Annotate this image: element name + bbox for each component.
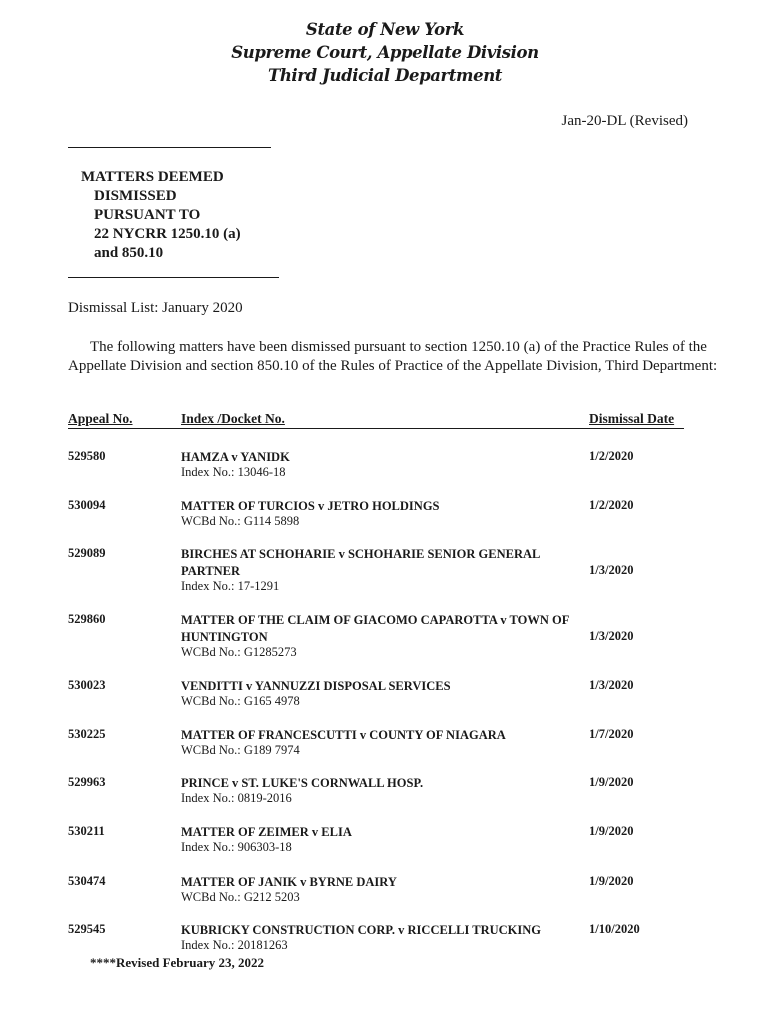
case-title: MATTER OF JANIK v BYRNE DAIRY bbox=[181, 875, 397, 889]
column-header-rule bbox=[68, 428, 684, 429]
matters-line-5: and 850.10 bbox=[94, 245, 164, 261]
document-id: Jan-20-DL (Revised) bbox=[561, 113, 688, 129]
dismissal-date: 1/10/2020 bbox=[589, 922, 640, 936]
divider-bottom bbox=[68, 277, 279, 278]
court-name: Supreme Court, Appellate Division bbox=[231, 43, 539, 62]
dismissal-date: 1/9/2020 bbox=[589, 775, 634, 789]
case-title: MATTER OF ZEIMER v ELIA bbox=[181, 825, 352, 839]
intro-paragraph: The following matters have been dismissed pursuant to section 1250.10 (a) of the Practice Rules of the Appellate Division and section 850.10 of the Rules of Practice of the Appellate Division, Third Department: bbox=[68, 339, 718, 374]
matters-heading bbox=[81, 168, 241, 263]
docket-number: WCBd No.: G114 5898 bbox=[181, 514, 300, 528]
matters-line-3: PURSUANT TO bbox=[94, 207, 201, 223]
case-title: PRINCE v ST. LUKE'S CORNWALL HOSP. bbox=[181, 776, 424, 790]
appeal-number: 529545 bbox=[68, 922, 106, 936]
docket-number: WCBd No.: G1285273 bbox=[181, 645, 297, 659]
dismissal-date: 1/9/2020 bbox=[589, 824, 634, 838]
appeal-number: 529963 bbox=[68, 775, 106, 789]
case-title: MATTER OF THE CLAIM OF GIACOMO CAPAROTTA v TOWN OF HUNTINGTON bbox=[181, 613, 569, 644]
appeal-number: 529860 bbox=[68, 612, 106, 626]
case-title: MATTER OF TURCIOS v JETRO HOLDINGS bbox=[181, 499, 440, 513]
dismissal-date: 1/2/2020 bbox=[589, 449, 634, 463]
appeal-number: 530474 bbox=[68, 874, 106, 888]
appeal-number: 529089 bbox=[68, 546, 106, 560]
matters-line-2: DISMISSED bbox=[94, 188, 177, 204]
docket-number: WCBd No.: G212 5203 bbox=[181, 890, 300, 904]
case-title: VENDITTI v YANNUZZI DISPOSAL SERVICES bbox=[181, 679, 451, 693]
court-state: State of New York bbox=[305, 20, 465, 39]
dismissal-date: 1/3/2020 bbox=[589, 629, 634, 643]
case-title: MATTER OF FRANCESCUTTI v COUNTY OF NIAGARA bbox=[181, 728, 506, 742]
docket-number: Index No.: 0819-2016 bbox=[181, 791, 292, 805]
dismissal-date: 1/3/2020 bbox=[589, 678, 634, 692]
court-header bbox=[0, 18, 770, 87]
matters-line-1: MATTERS DEEMED bbox=[81, 169, 224, 185]
dismissal-date: 1/7/2020 bbox=[589, 727, 634, 741]
appeal-number: 530023 bbox=[68, 678, 106, 692]
matters-line-4: 22 NYCRR 1250.10 (a) bbox=[94, 226, 241, 242]
column-header-index: Index /Docket No. bbox=[181, 411, 285, 426]
docket-number: Index No.: 20181263 bbox=[181, 938, 288, 952]
docket-number: Index No.: 13046-18 bbox=[181, 465, 286, 479]
appeal-number: 530211 bbox=[68, 824, 105, 838]
divider-top bbox=[68, 147, 271, 148]
revision-note: ****Revised February 23, 2022 bbox=[90, 955, 265, 970]
docket-number: Index No.: 906303-18 bbox=[181, 840, 292, 854]
column-header-date: Dismissal Date bbox=[589, 411, 675, 426]
appeal-number: 530094 bbox=[68, 498, 106, 512]
case-title: KUBRICKY CONSTRUCTION CORP. v RICCELLI TRUCKING bbox=[181, 923, 542, 937]
dismissal-date: 1/9/2020 bbox=[589, 874, 634, 888]
dismissal-date: 1/2/2020 bbox=[589, 498, 634, 512]
list-title: Dismissal List: January 2020 bbox=[68, 300, 243, 316]
appeal-number: 529580 bbox=[68, 449, 106, 463]
dismissal-date: 1/3/2020 bbox=[589, 563, 634, 577]
court-department: Third Judicial Department bbox=[267, 66, 503, 85]
docket-number: Index No.: 17-1291 bbox=[181, 579, 280, 593]
appeal-number: 530225 bbox=[68, 727, 106, 741]
case-title: BIRCHES AT SCHOHARIE v SCHOHARIE SENIOR GENERAL PARTNER bbox=[181, 547, 540, 578]
case-title: HAMZA v YANIDK bbox=[181, 450, 290, 464]
docket-number: WCBd No.: G189 7974 bbox=[181, 743, 300, 757]
column-header-appeal: Appeal No. bbox=[68, 411, 133, 426]
docket-number: WCBd No.: G165 4978 bbox=[181, 694, 300, 708]
